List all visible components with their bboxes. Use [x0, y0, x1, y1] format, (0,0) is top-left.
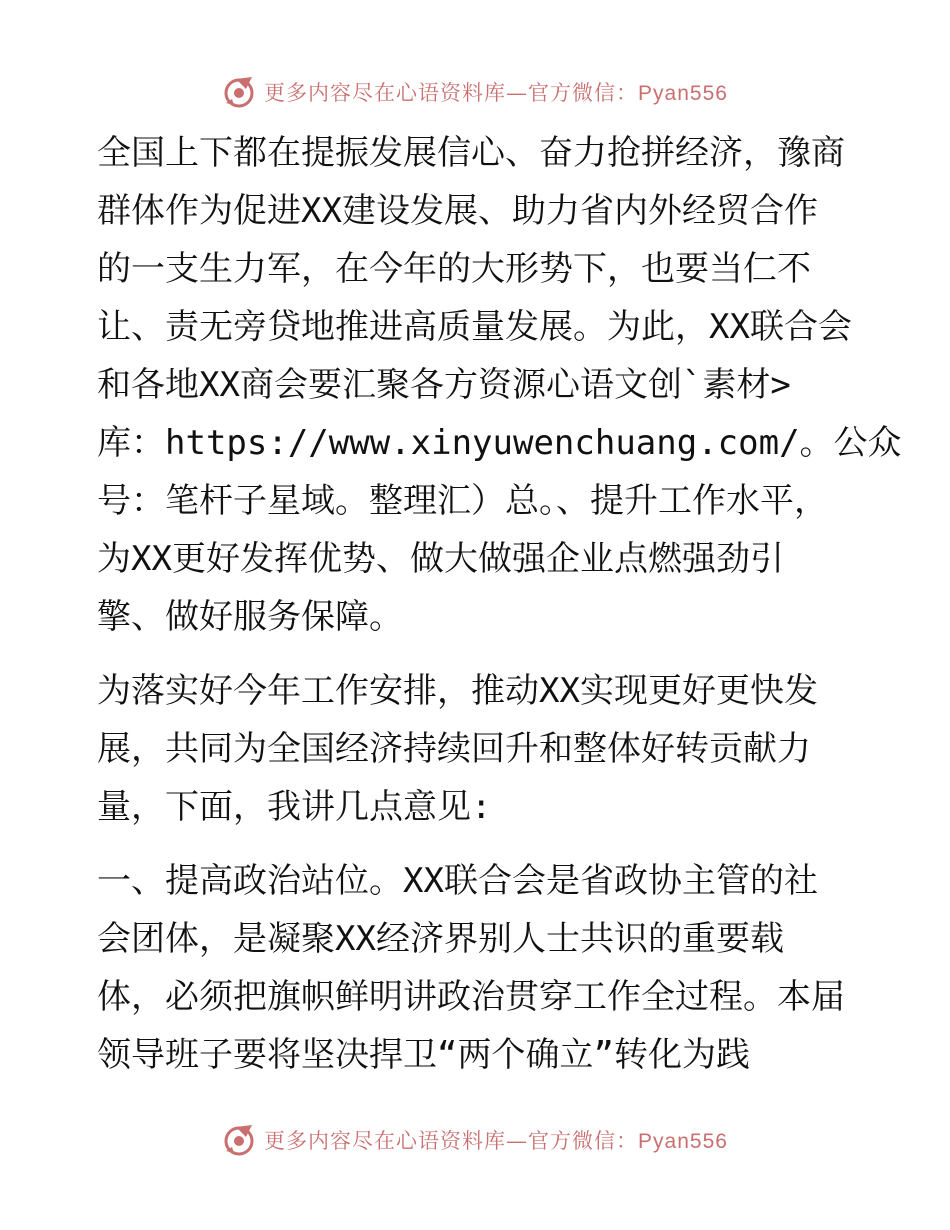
text-line: 让、责无旁贷地推进高质量发展。为此，XX联合会: [97, 307, 852, 347]
header-banner-text: [264, 77, 728, 107]
document-body: [97, 124, 902, 1084]
footer-wechat-id: Pyan556: [638, 1130, 728, 1153]
text-line: 号：笔杆子星域。整理汇）总。、提升工作水平，: [97, 481, 828, 521]
brand-logo-icon: [222, 1123, 256, 1157]
text-line: 和各地XX商会要汇聚各方资源心语文创`素材>: [97, 365, 791, 405]
text-line: 群体作为促进XX建设发展、助力省内外经贸合作: [97, 191, 818, 231]
footer-brand-text: 更多内容尽在心语资料库—官方微信：: [264, 1129, 639, 1153]
brand-logo-icon: [222, 75, 256, 109]
paragraph-3: [97, 852, 867, 1084]
text-line: 库：https://www.xinyuwenchuang.com/。公众: [97, 423, 902, 463]
text-line: 全国上下都在提振发展信心、奋力抢拼经济，豫商: [97, 133, 845, 173]
text-line: 领导班子要将坚决捍卫“两个确立”转化为践: [97, 1035, 750, 1075]
footer-banner: [0, 1118, 950, 1162]
text-line: 为落实好今年工作安排，推动XX实现更好更快发: [97, 671, 818, 711]
text-line: 一、提高政治站位。XX联合会是省政协主管的社: [97, 861, 818, 901]
text-line: 会团体，是凝聚XX经济界别人士共识的重要载: [97, 919, 784, 959]
paragraph-spacer: [97, 836, 867, 852]
footer-banner-text: [264, 1125, 728, 1155]
text-line: 展，共同为全国经济持续回升和整体好转贡献力: [97, 729, 811, 769]
paragraph-spacer: [97, 646, 867, 662]
text-line: 量，下面，我讲几点意见:: [97, 787, 492, 827]
header-brand-text: 更多内容尽在心语资料库—官方微信：: [264, 81, 639, 105]
header-wechat-id: Pyan556: [638, 82, 728, 105]
text-line: 体，必须把旗帜鲜明讲政治贯穿工作全过程。本届: [97, 977, 845, 1017]
paragraph-2: [97, 662, 867, 836]
paragraph-1: [97, 124, 902, 646]
text-line: 的一支生力军，在今年的大形势下，也要当仁不: [97, 249, 811, 289]
text-line: 擎、做好服务保障。: [97, 597, 403, 637]
header-banner: [0, 70, 950, 114]
text-line: 为XX更好发挥优势、做大做强企业点燃强劲引: [97, 539, 784, 579]
